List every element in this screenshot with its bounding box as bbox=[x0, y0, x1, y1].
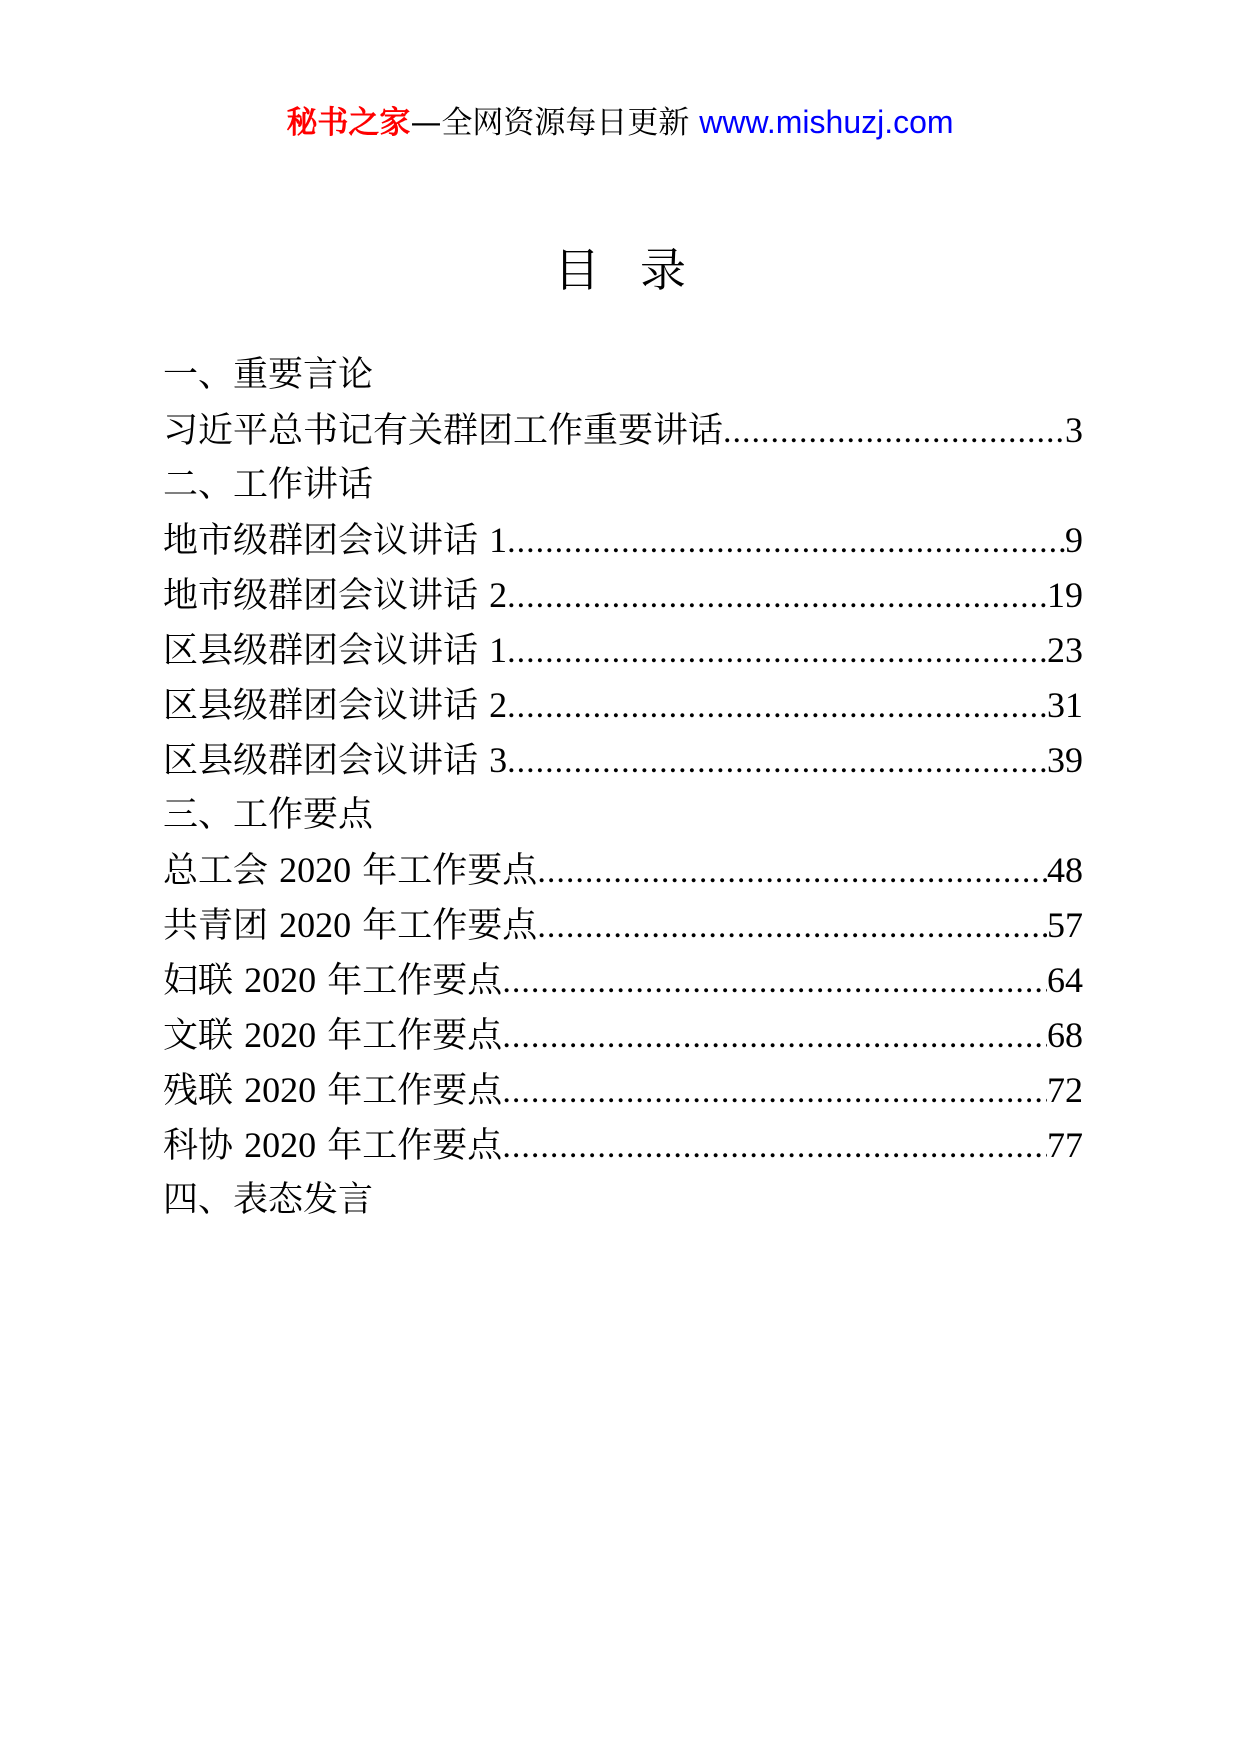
entry-year: 2020 bbox=[244, 1070, 317, 1110]
dot-leader bbox=[537, 899, 1047, 953]
entry-title bbox=[163, 953, 502, 1008]
entry-page-number: 3 bbox=[1065, 410, 1083, 450]
site-banner bbox=[0, 100, 1240, 145]
section-heading-label: 三、工作要点 bbox=[163, 795, 374, 835]
entry-text: 区县级群团会议讲话 bbox=[163, 631, 479, 671]
entry-org: 妇联 bbox=[163, 961, 234, 1001]
entry-text: 区县级群团会议讲话 bbox=[163, 741, 479, 781]
entry-title bbox=[163, 1118, 502, 1173]
dot-leader bbox=[507, 624, 1047, 678]
entry-text: 地市级群团会议讲话 bbox=[163, 576, 479, 616]
dot-leader bbox=[507, 569, 1047, 623]
toc-section-heading bbox=[163, 458, 1083, 513]
section-heading-label: 二、工作讲话 bbox=[163, 465, 374, 505]
dot-leader bbox=[507, 734, 1047, 788]
entry-page-number: 72 bbox=[1047, 1070, 1083, 1110]
toc-entry[interactable] bbox=[163, 678, 1083, 733]
entry-title: 习近平总书记有关群团工作重要讲话 bbox=[163, 411, 724, 451]
entry-suffix: 年工作要点 bbox=[362, 906, 538, 946]
banner-tagline: —全网资源每日更新 bbox=[410, 105, 690, 141]
toc-entry[interactable] bbox=[163, 953, 1083, 1008]
toc-entry[interactable] bbox=[163, 1118, 1083, 1173]
entry-number: 2 bbox=[489, 685, 508, 725]
dot-leader bbox=[502, 1064, 1047, 1118]
toc-entry[interactable] bbox=[163, 513, 1083, 568]
toc-entry[interactable] bbox=[163, 1008, 1083, 1063]
toc-entry[interactable] bbox=[163, 568, 1083, 623]
dot-leader bbox=[502, 954, 1047, 1008]
entry-page-number: 48 bbox=[1047, 850, 1083, 890]
entry-org: 文联 bbox=[163, 1016, 234, 1056]
toc-entry[interactable] bbox=[163, 733, 1083, 788]
toc-section-heading bbox=[163, 1173, 1083, 1228]
entry-title bbox=[163, 513, 507, 568]
brand-name: 秘书之家 bbox=[286, 105, 411, 141]
entry-year: 2020 bbox=[279, 850, 352, 890]
entry-page-number: 23 bbox=[1047, 630, 1083, 670]
entry-suffix: 年工作要点 bbox=[327, 1071, 503, 1111]
dot-leader bbox=[537, 844, 1047, 898]
dot-leader bbox=[502, 1119, 1047, 1173]
entry-title bbox=[163, 843, 537, 898]
dot-leader bbox=[502, 1009, 1047, 1063]
entry-page-number: 19 bbox=[1047, 575, 1083, 615]
entry-text: 地市级群团会议讲话 bbox=[163, 521, 479, 561]
entry-number: 2 bbox=[489, 575, 508, 615]
section-heading-label: 四、表态发言 bbox=[163, 1180, 374, 1220]
toc-entry[interactable] bbox=[163, 1063, 1083, 1118]
entry-suffix: 年工作要点 bbox=[327, 1126, 503, 1166]
dot-leader bbox=[507, 514, 1065, 568]
entry-org: 共青团 bbox=[163, 906, 269, 946]
toc-section-heading bbox=[163, 348, 1083, 403]
toc-entry[interactable] bbox=[163, 898, 1083, 953]
toc-entry[interactable] bbox=[163, 843, 1083, 898]
entry-text: 区县级群团会议讲话 bbox=[163, 686, 479, 726]
entry-page-number: 31 bbox=[1047, 685, 1083, 725]
entry-title bbox=[163, 623, 507, 678]
entry-page-number: 57 bbox=[1047, 905, 1083, 945]
entry-title bbox=[163, 678, 507, 733]
site-url-link[interactable]: www.mishuzj.com bbox=[699, 104, 954, 140]
entry-title bbox=[163, 1063, 502, 1118]
entry-page-number: 64 bbox=[1047, 960, 1083, 1000]
toc-entry[interactable] bbox=[163, 403, 1083, 458]
entry-org: 残联 bbox=[163, 1071, 234, 1111]
entry-org: 总工会 bbox=[163, 851, 269, 891]
entry-year: 2020 bbox=[244, 960, 317, 1000]
entry-number: 1 bbox=[489, 520, 508, 560]
entry-suffix: 年工作要点 bbox=[327, 1016, 503, 1056]
entry-page-number: 39 bbox=[1047, 740, 1083, 780]
toc-title: 目录 bbox=[554, 243, 726, 297]
dot-leader bbox=[507, 679, 1047, 733]
entry-title bbox=[163, 733, 507, 788]
entry-page-number: 68 bbox=[1047, 1015, 1083, 1055]
entry-number: 3 bbox=[489, 740, 508, 780]
entry-page-number: 9 bbox=[1065, 520, 1083, 560]
entry-page-number: 77 bbox=[1047, 1125, 1083, 1165]
entry-suffix: 年工作要点 bbox=[362, 851, 538, 891]
entry-org: 科协 bbox=[163, 1126, 234, 1166]
toc-section-heading bbox=[163, 788, 1083, 843]
entry-year: 2020 bbox=[244, 1125, 317, 1165]
table-of-contents bbox=[163, 348, 1083, 1228]
section-heading-label: 一、重要言论 bbox=[163, 355, 374, 395]
toc-entry[interactable] bbox=[163, 623, 1083, 678]
entry-title bbox=[163, 898, 537, 953]
entry-year: 2020 bbox=[279, 905, 352, 945]
entry-number: 1 bbox=[489, 630, 508, 670]
entry-title bbox=[163, 1008, 502, 1063]
entry-suffix: 年工作要点 bbox=[327, 961, 503, 1001]
dot-leader bbox=[723, 404, 1065, 458]
entry-year: 2020 bbox=[244, 1015, 317, 1055]
entry-title bbox=[163, 568, 507, 623]
